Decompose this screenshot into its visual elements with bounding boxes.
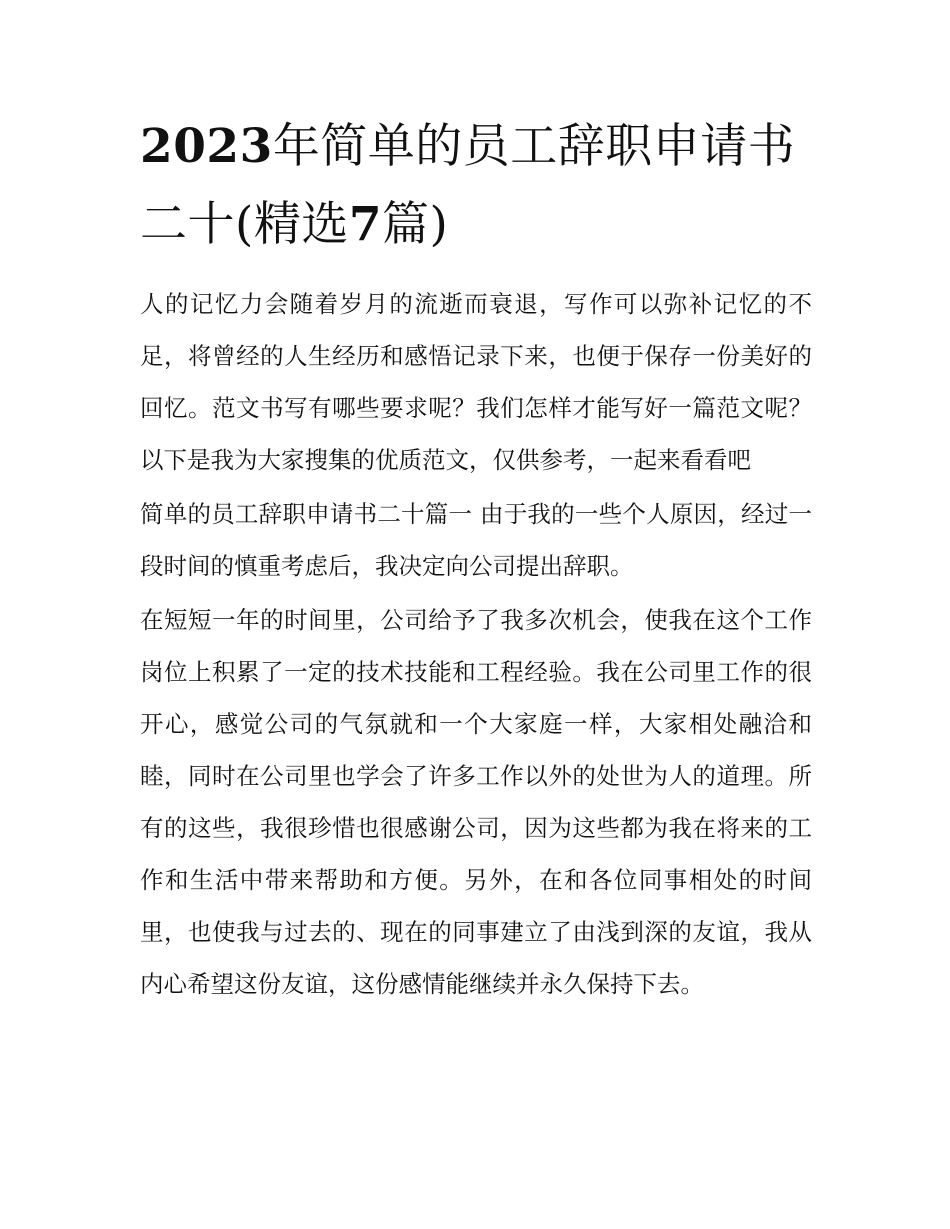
title-number: 2023	[140, 119, 273, 174]
document-title: 2023年简单的员工辞职申请书二十(精选7篇)	[140, 119, 796, 252]
section-one-opening-paragraph: 简单的员工辞职申请书二十篇一 由于我的一些个人原因，经过一段时间的慎重考虑后，我决定向公司提出辞职。	[140, 500, 812, 580]
document-page	[140, 108, 812, 1010]
title-number: 7	[348, 197, 383, 252]
body-paragraph: 在短短一年的时间里，公司给予了我多次机会，使我在这个工作岗位上积累了一定的技术技能和工程经验。我在公司里工作的很开心，感觉公司的气氛就和一个大家庭一样，大家相处融洽和睦，同时在公司里也学会了许多工作以外的处世为人的道理。所有的这些，我很珍惜也很感谢公司，因为这些都为我在将来的工作和生活中带来帮助和方便。另外，在和各位同事相处的时间里，也使我与过去的、现在的同事建立了由浅到深的友谊，我从内心希望这份友谊，这份感情能继续并永久保持下去。	[140, 606, 812, 998]
intro-paragraph: 人的记忆力会随着岁月的流逝而衰退，写作可以弥补记忆的不足，将曾经的人生经历和感悟记录下来，也便于保存一份美好的回忆。范文书写有哪些要求呢？我们怎样才能写好一篇范文呢？以下是我为大家搜集的优质范文，仅供参考，一起来看看吧	[140, 290, 812, 474]
